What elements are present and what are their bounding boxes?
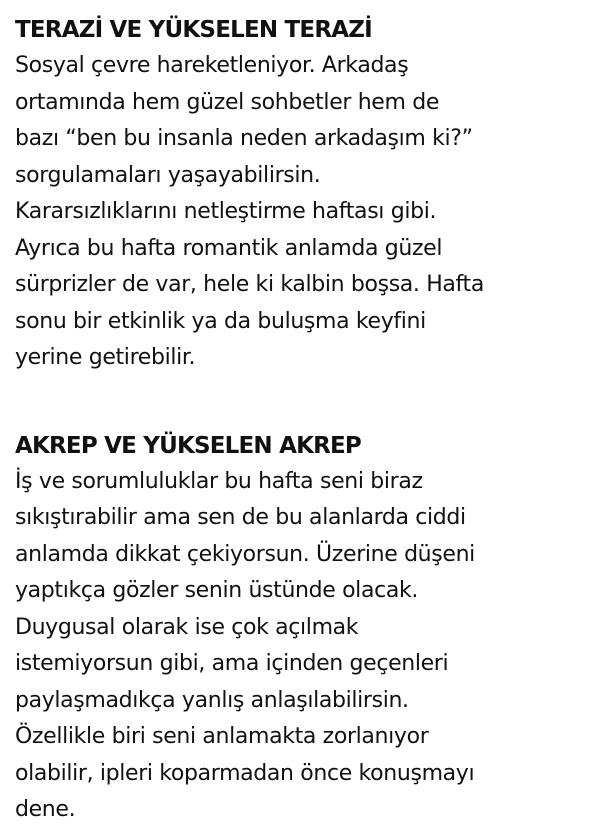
body-line: yerine getirebilir. — [15, 345, 196, 370]
section-body-scorpio — [15, 464, 595, 829]
body-line: sürprizler de var, hele ki kalbin boşsa. Hafta — [15, 272, 484, 297]
section-libra — [15, 12, 595, 377]
section-title-libra: TERAZİ VE YÜKSELEN TERAZİ — [15, 17, 372, 43]
body-line: bazı “ben bu insanla neden arkadaşım ki?” — [15, 126, 473, 151]
body-line: sorgulamaları yaşayabilirsin. — [15, 162, 321, 188]
body-line: Kararsızlıklarını netleştirme haftası gibi. — [15, 199, 437, 224]
body-line: Sosyal çevre hareketleniyor. Arkadaş — [15, 53, 409, 78]
body-line: dene. — [15, 797, 76, 822]
body-line: olabilir, ipleri koparmadan önce konuşmayı — [15, 760, 475, 786]
body-line: Ayrıca bu hafta romantik anlamda güzel — [15, 235, 443, 261]
body-line: Duygusal olarak ise çok açılmak — [15, 614, 359, 640]
section-body-libra — [15, 48, 595, 377]
body-line: Özellikle biri seni anlamakta zorlanıyor — [15, 724, 429, 749]
horoscope-article — [15, 12, 595, 829]
body-line: sıkıştırabilir ama sen de bu alanlarda ciddi — [15, 505, 466, 530]
body-line: ortamında hem güzel sohbetler hem de — [15, 89, 440, 115]
body-line: paylaşmadıkça yanlış anlaşılabilirsin. — [15, 687, 409, 713]
section-title-scorpio: AKREP VE YÜKSELEN AKREP — [15, 432, 361, 459]
body-line: anlamda dikkat çekiyorsun. Üzerine düşeni — [15, 541, 475, 567]
section-scorpio — [15, 428, 595, 829]
body-line: İş ve sorumluluklar bu hafta seni biraz — [15, 468, 423, 494]
body-line: istemiyorsun gibi, ama içinden geçenleri — [15, 651, 449, 676]
body-line: sonu bir etkinlik ya da buluşma keyfini — [15, 308, 426, 334]
body-line: yaptıkça gözler senin üstünde olacak. — [15, 578, 418, 603]
